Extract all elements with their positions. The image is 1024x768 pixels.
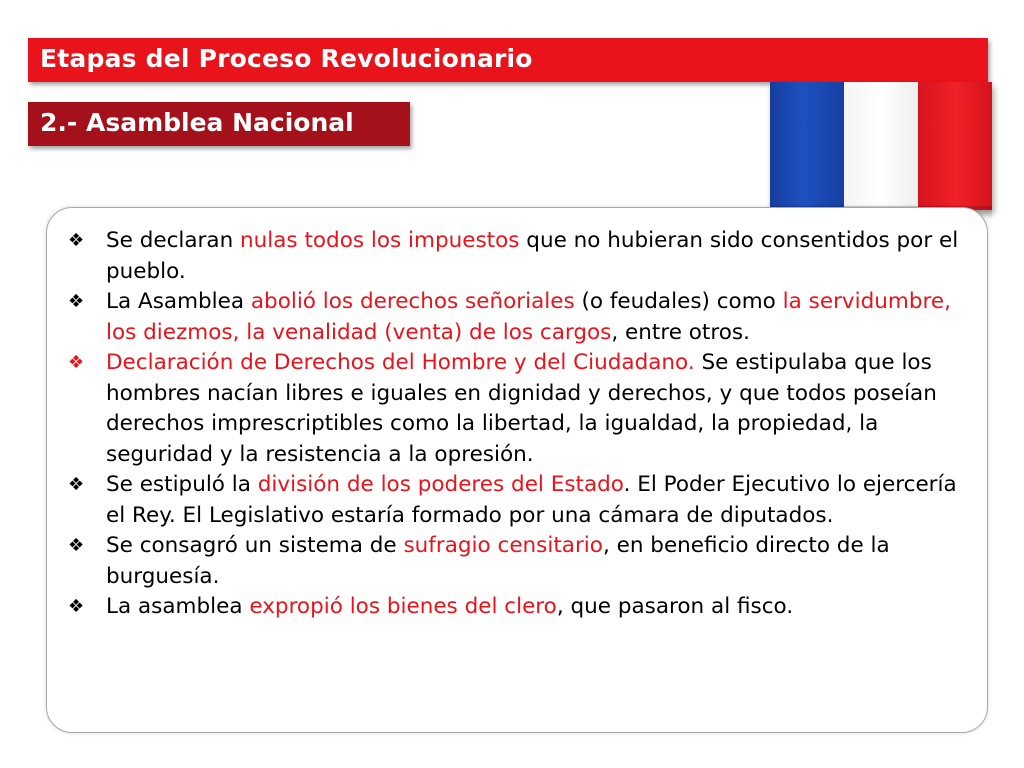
highlighted-text: división de los poderes del Estado [257,472,624,497]
slide-title: Etapas del Proceso Revolucionario [40,44,533,73]
bullet-text: , en beneficio directo de la burguesía. [106,533,890,589]
four-diamond-bullet-icon: ❖ [68,352,85,373]
four-diamond-bullet-icon: ❖ [68,535,85,556]
four-diamond-bullet-icon: ❖ [68,596,85,617]
bullet-item [68,226,968,287]
bullet-text: (o feudales) como [574,289,783,314]
four-diamond-bullet-icon: ❖ [68,474,85,495]
bullet-text: Se consagró un sistema de [106,533,404,558]
bullet-item [68,348,968,470]
bullet-item [68,287,968,348]
bullet-text: Se declaran [106,228,241,253]
bullet-text: Se estipuló la [106,472,258,497]
bullet-item [68,531,968,592]
subtitle-bar [28,102,410,146]
bullet-text: , entre otros. [611,319,750,345]
highlighted-text: nulas todos los impuestos [240,228,520,253]
bullet-text: Se estipulaba que los hombres nacían libres e iguales en dignidad y derechos, y que todos poseían derechos imprescriptibles como la libertad, la igualdad, la propiedad, la seguridad y la resistencia a la opresión. [106,350,937,467]
highlighted-text: sufragio censitario [403,533,603,558]
french-flag-image [770,82,992,210]
four-diamond-bullet-icon: ❖ [68,291,85,312]
bullet-text: , que pasaron al fisco. [556,594,794,619]
flag-white-stripe [844,82,918,210]
flag-blue-stripe [770,82,844,210]
bullet-text: que no hubieran sido consentidos por el pueblo. [106,228,959,284]
bullet-text: . El Poder Ejecutivo lo ejercería el Rey. El Legislativo estaría formado por una cámara de diputados. [106,472,957,528]
highlighted-text: la servidumbre, los diezmos, la venalidad (venta) de los cargos [106,289,951,345]
four-diamond-bullet-icon: ❖ [68,230,85,251]
bullet-text: La asamblea [106,594,250,619]
highlighted-text: abolió los derechos señoriales [250,289,575,314]
bullet-text: La Asamblea [106,289,251,314]
slide-subtitle: 2.- Asamblea Nacional [40,108,354,137]
bullet-item [68,592,968,623]
bullet-list [68,226,968,623]
bullet-item [68,470,968,531]
title-bar [28,38,988,82]
flag-red-stripe [918,82,992,210]
highlighted-text: expropió los bienes del clero [249,594,557,619]
highlighted-text: Declaración de Derechos del Hombre y del Ciudadano. [106,350,695,375]
